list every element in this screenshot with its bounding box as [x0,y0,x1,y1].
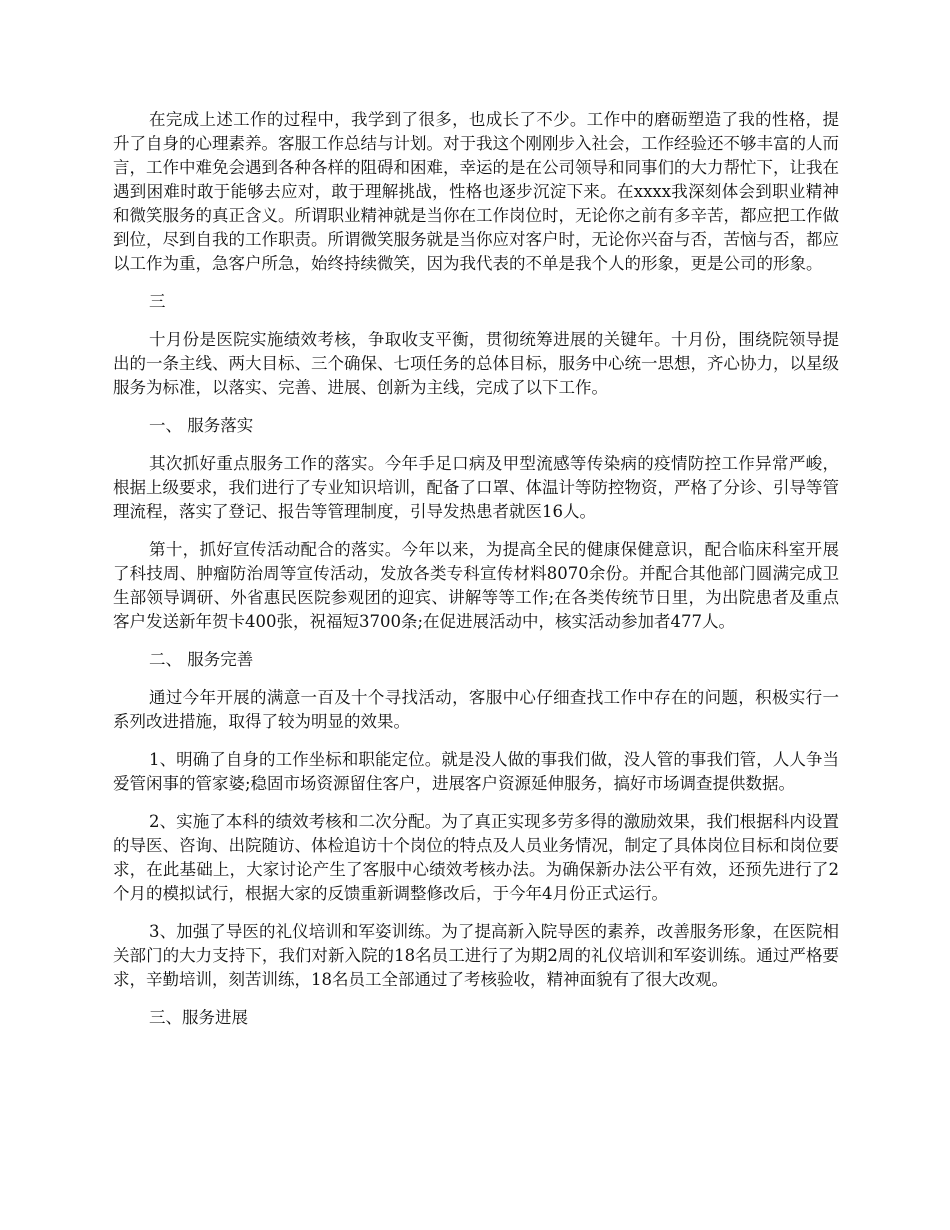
heading-service-progress: 三、服务进展 [149,1008,248,1027]
paragraph-satisfaction-activity: 通过今年开展的满意一百及十个寻找活动，客服中心仔细查找工作中存在的问题，积极实行一系列改进措施，取得了较为明显的效果。 [113,688,839,731]
document-body [113,108,839,1044]
heading-service-improvement: 二、 服务完善 [149,650,254,669]
paragraph-key-service: 其次抓好重点服务工作的落实。今年手足口病及甲型流感等传染病的疫情防控工作异常严峻，根据上级要求，我们进行了专业知识培训，配备了口罩、体温计等防控物资，严格了分诊、引导等管理流程，落实了登记、报告等管理制度，引导发热患者就医16人。 [113,454,839,521]
paragraph-item-3: 3、加强了导医的礼仪培训和军姿训练。为了提高新入院导医的素养，改善服务形象，在医院相关部门的大力支持下，我们对新入院的18名员工进行了为期2周的礼仪培训和军姿训练。通过严格要求，辛勤培训，刻苦训练，18名员工全部通过了考核验收，精神面貌有了很大改观。 [113,922,839,989]
section-number-three: 三 [149,292,166,311]
paragraph-october-overview: 十月份是医院实施绩效考核，争取收支平衡，贯彻统筹进展的关键年。十月份，围绕院领导提出的一条主线、两大目标、三个确保、七项任务的总体目标，服务中心统一思想，齐心协力，以星级服务为标准，以落实、完善、进展、创新为主线，完成了以下工作。 [113,330,839,397]
paragraph-item-2: 2、实施了本科的绩效考核和二次分配。为了真正实现多劳多得的激励效果，我们根据科内设置的导医、咨询、出院随访、体检追访十个岗位的特点及人员业务情况，制定了具体岗位目标和岗位要求，在此基础上，大家讨论产生了客服中心绩效考核办法。为确保新办法公平有效，还预先进行了2个月的模拟试行，根据大家的反馈重新调整修改后，于今年4月份正式运行。 [113,812,839,903]
paragraph-item-1: 1、明确了自身的工作坐标和职能定位。就是没人做的事我们做，没人管的事我们管，人人争当爱管闲事的管家婆;稳固市场资源留住客户，进展客户资源延伸服务，搞好市场调查提供数据。 [113,750,839,793]
paragraph-reflection: 在完成上述工作的过程中，我学到了很多，也成长了不少。工作中的磨砺塑造了我的性格，提升了自身的心理素养。客服工作总结与计划。对于我这个刚刚步入社会，工作经验还不够丰富的人而言，工作中难免会遇到各种各样的阻碍和困难，幸运的是在公司领导和同事们的大力帮忙下，让我在遇到困难时敢于能够去应对，敢于理解挑战，性格也逐步沉淀下来。在xxxx我深刻体会到职业精神和微笑服务的真正含义。所谓职业精神就是当你在工作岗位时，无论你之前有多辛苦，都应把工作做到位，尽到自我的工作职责。所谓微笑服务就是当你应对客户时，无论你兴奋与否，苦恼与否，都应以工作为重，急客户所急，始终持续微笑，因为我代表的不单是我个人的形象，更是公司的形象。 [113,110,839,273]
heading-service-implementation: 一、 服务落实 [149,416,254,435]
paragraph-publicity: 第十，抓好宣传活动配合的落实。今年以来，为提高全民的健康保健意识，配合临床科室开展了科技周、肿瘤防治周等宣传活动，发放各类专科宣传材料8070余份。并配合其他部门圆满完成卫生部领导调研、外省惠民医院参观团的迎宾、讲解等等工作;在各类传统节日里，为出院患者及重点客户发送新年贺卡400张，祝福短3700条;在促进展活动中，核实活动参加者477人。 [113,540,839,631]
